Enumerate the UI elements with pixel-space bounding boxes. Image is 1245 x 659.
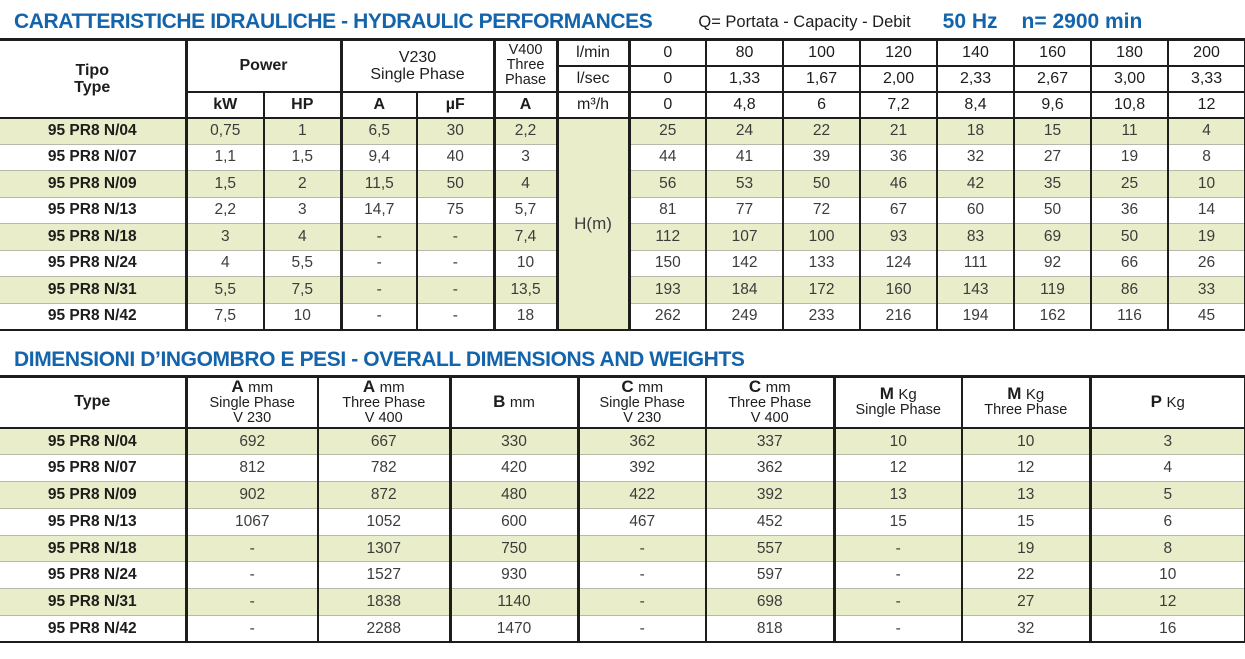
head-value-cell: 67 bbox=[860, 197, 937, 224]
head-value-cell: 33 bbox=[1168, 277, 1245, 304]
head-value-cell: 66 bbox=[1091, 250, 1168, 277]
dim-a-single-cell: 1067 bbox=[186, 508, 318, 535]
uf-cell: 40 bbox=[417, 144, 494, 171]
col-header-c-single: C mm Single Phase V 230 bbox=[578, 376, 706, 428]
a230-cell: 9,4 bbox=[341, 144, 417, 171]
dim-b-cell: 1140 bbox=[450, 589, 578, 616]
kw-cell: 4 bbox=[186, 250, 264, 277]
a230-cell: - bbox=[341, 277, 417, 304]
dim-c-single-cell: 362 bbox=[578, 428, 706, 455]
dim-a-three-cell: 1052 bbox=[318, 508, 450, 535]
dim-b-cell: 750 bbox=[450, 535, 578, 562]
pump-type-cell: 95 PR8 N/18 bbox=[0, 535, 186, 562]
head-value-cell: 19 bbox=[1168, 224, 1245, 251]
a400-cell: 5,7 bbox=[494, 197, 557, 224]
head-value-cell: 69 bbox=[1014, 224, 1091, 251]
weight-m-single-cell: 13 bbox=[834, 482, 962, 509]
hp-cell: 5,5 bbox=[264, 250, 341, 277]
head-value-cell: 143 bbox=[937, 277, 1014, 304]
flow-value-cell: 0 bbox=[629, 40, 706, 66]
hydraulic-performance-table bbox=[0, 38, 1245, 331]
weight-p-cell: 6 bbox=[1090, 508, 1245, 535]
a400-cell: 10 bbox=[494, 250, 557, 277]
flow-value-cell: 1,33 bbox=[706, 66, 783, 92]
head-value-cell: 72 bbox=[783, 197, 860, 224]
head-value-cell: 112 bbox=[629, 224, 706, 251]
weight-m-three-cell: 15 bbox=[962, 508, 1090, 535]
col-header-m-single: M Kg Single Phase bbox=[834, 376, 962, 428]
flow-value-cell: 1,67 bbox=[783, 66, 860, 92]
a400-cell: 2,2 bbox=[494, 118, 557, 145]
flow-value-cell: 3,00 bbox=[1091, 66, 1168, 92]
hp-cell: 1 bbox=[264, 118, 341, 145]
head-value-cell: 86 bbox=[1091, 277, 1168, 304]
dim-c-single-cell: - bbox=[578, 535, 706, 562]
weight-m-three-cell: 10 bbox=[962, 428, 1090, 455]
head-value-cell: 15 bbox=[1014, 118, 1091, 145]
flow-value-cell: 160 bbox=[1014, 40, 1091, 66]
weight-p-cell: 10 bbox=[1090, 562, 1245, 589]
head-value-cell: 11 bbox=[1091, 118, 1168, 145]
dim-a-single-cell: - bbox=[186, 562, 318, 589]
pump-type-cell: 95 PR8 N/09 bbox=[0, 171, 186, 198]
dim-a-three-cell: 1307 bbox=[318, 535, 450, 562]
flow-value-cell: 200 bbox=[1168, 40, 1245, 66]
flow-value-cell: 80 bbox=[706, 40, 783, 66]
flow-legend-text: Q= Portata - Capacity - Debit bbox=[698, 12, 911, 31]
col-header-b: B mm bbox=[450, 376, 578, 428]
dimensions-section-title: DIMENSIONI D’INGOMBRO E PESI - OVERALL DIMENSIONS AND WEIGHTS bbox=[14, 347, 745, 371]
dim-a-three-cell: 2288 bbox=[318, 616, 450, 643]
uf-cell: 75 bbox=[417, 197, 494, 224]
dim-b-cell: 600 bbox=[450, 508, 578, 535]
head-value-cell: 111 bbox=[937, 250, 1014, 277]
flow-value-cell: 0 bbox=[629, 66, 706, 92]
pump-type-cell: 95 PR8 N/13 bbox=[0, 508, 186, 535]
weight-m-single-cell: - bbox=[834, 589, 962, 616]
head-value-cell: 133 bbox=[783, 250, 860, 277]
pump-type-cell: 95 PR8 N/07 bbox=[0, 144, 186, 171]
head-value-cell: 44 bbox=[629, 144, 706, 171]
unit-label-m3h: m³/h bbox=[557, 92, 629, 118]
col-header-a230: A bbox=[341, 92, 417, 118]
flow-value-cell: 0 bbox=[629, 92, 706, 118]
col-header-type2: Type bbox=[0, 376, 186, 428]
uf-cell: - bbox=[417, 224, 494, 251]
type-header-it: Tipo bbox=[75, 61, 109, 79]
hp-cell: 4 bbox=[264, 224, 341, 251]
hp-cell: 10 bbox=[264, 303, 341, 330]
a230-cell: 6,5 bbox=[341, 118, 417, 145]
head-value-cell: 150 bbox=[629, 250, 706, 277]
weight-m-single-cell: 15 bbox=[834, 508, 962, 535]
dim-c-three-cell: 337 bbox=[706, 428, 834, 455]
pump-type-cell: 95 PR8 N/42 bbox=[0, 303, 186, 330]
head-value-cell: 262 bbox=[629, 303, 706, 330]
weight-m-three-cell: 27 bbox=[962, 589, 1090, 616]
uf-cell: - bbox=[417, 303, 494, 330]
hydraulic-title-bar bbox=[0, 0, 1245, 38]
head-value-cell: 10 bbox=[1168, 171, 1245, 198]
pump-type-cell: 95 PR8 N/13 bbox=[0, 197, 186, 224]
hydraulic-section-title: CARATTERISTICHE IDRAULICHE - HYDRAULIC PERFORMANCES bbox=[14, 10, 653, 33]
dim-c-three-cell: 698 bbox=[706, 589, 834, 616]
head-value-cell: 24 bbox=[706, 118, 783, 145]
pump-type-cell: 95 PR8 N/42 bbox=[0, 616, 186, 643]
pump-type-cell: 95 PR8 N/31 bbox=[0, 277, 186, 304]
head-value-cell: 27 bbox=[1014, 144, 1091, 171]
head-value-cell: 249 bbox=[706, 303, 783, 330]
col-header-hp: HP bbox=[264, 92, 341, 118]
hp-cell: 1,5 bbox=[264, 144, 341, 171]
head-value-cell: 193 bbox=[629, 277, 706, 304]
head-value-cell: 35 bbox=[1014, 171, 1091, 198]
kw-cell: 0,75 bbox=[186, 118, 264, 145]
head-value-cell: 50 bbox=[1091, 224, 1168, 251]
flow-value-cell: 180 bbox=[1091, 40, 1168, 66]
dim-b-cell: 1470 bbox=[450, 616, 578, 643]
dimensions-table-row bbox=[0, 428, 1245, 455]
a400-cell: 4 bbox=[494, 171, 557, 198]
dim-a-three-cell: 782 bbox=[318, 455, 450, 482]
dim-b-cell: 930 bbox=[450, 562, 578, 589]
flow-value-cell: 10,8 bbox=[1091, 92, 1168, 118]
flow-value-cell: 12 bbox=[1168, 92, 1245, 118]
a230-cell: 11,5 bbox=[341, 171, 417, 198]
weight-p-cell: 3 bbox=[1090, 428, 1245, 455]
dim-c-three-cell: 557 bbox=[706, 535, 834, 562]
flow-value-cell: 9,6 bbox=[1014, 92, 1091, 118]
a400-cell: 13,5 bbox=[494, 277, 557, 304]
kw-cell: 7,5 bbox=[186, 303, 264, 330]
dimensions-table-row bbox=[0, 562, 1245, 589]
dimensions-table-row bbox=[0, 589, 1245, 616]
head-value-cell: 160 bbox=[860, 277, 937, 304]
hydraulic-table-body bbox=[0, 118, 1245, 330]
head-value-cell: 45 bbox=[1168, 303, 1245, 330]
weight-m-three-cell: 32 bbox=[962, 616, 1090, 643]
head-value-cell: 216 bbox=[860, 303, 937, 330]
unit-label-lmin: l/min bbox=[557, 40, 629, 66]
dim-a-three-cell: 872 bbox=[318, 482, 450, 509]
hp-cell: 3 bbox=[264, 197, 341, 224]
a400-cell: 18 bbox=[494, 303, 557, 330]
flow-value-cell: 120 bbox=[860, 40, 937, 66]
head-value-cell: 26 bbox=[1168, 250, 1245, 277]
head-value-cell: 50 bbox=[1014, 197, 1091, 224]
pump-type-cell: 95 PR8 N/04 bbox=[0, 118, 186, 145]
a230-cell: 14,7 bbox=[341, 197, 417, 224]
dimensions-table-row bbox=[0, 482, 1245, 509]
head-value-cell: 107 bbox=[706, 224, 783, 251]
weight-m-three-cell: 13 bbox=[962, 482, 1090, 509]
head-value-cell: 83 bbox=[937, 224, 1014, 251]
col-header-uf: µF bbox=[417, 92, 494, 118]
head-value-cell: 56 bbox=[629, 171, 706, 198]
col-header-type bbox=[0, 40, 186, 118]
head-value-cell: 41 bbox=[706, 144, 783, 171]
head-value-cell: 233 bbox=[783, 303, 860, 330]
flow-value-cell: 8,4 bbox=[937, 92, 1014, 118]
head-value-cell: 8 bbox=[1168, 144, 1245, 171]
col-header-a-single: A mm Single Phase V 230 bbox=[186, 376, 318, 428]
dimensions-title-bar bbox=[0, 331, 1245, 375]
head-value-cell: 77 bbox=[706, 197, 783, 224]
weight-p-cell: 4 bbox=[1090, 455, 1245, 482]
col-header-v400: V400 Three Phase bbox=[494, 40, 557, 92]
kw-cell: 1,5 bbox=[186, 171, 264, 198]
head-value-cell: 92 bbox=[1014, 250, 1091, 277]
dim-c-three-cell: 392 bbox=[706, 482, 834, 509]
a230-cell: - bbox=[341, 224, 417, 251]
head-value-cell: 4 bbox=[1168, 118, 1245, 145]
frequency-value: 50 Hz bbox=[942, 10, 998, 33]
col-header-a-three: A mm Three Phase V 400 bbox=[318, 376, 450, 428]
col-header-m-three: M Kg Three Phase bbox=[962, 376, 1090, 428]
flow-value-cell: 100 bbox=[783, 40, 860, 66]
head-value-cell: 25 bbox=[1091, 171, 1168, 198]
uf-cell: - bbox=[417, 277, 494, 304]
head-value-cell: 162 bbox=[1014, 303, 1091, 330]
weight-m-three-cell: 19 bbox=[962, 535, 1090, 562]
pump-type-cell: 95 PR8 N/18 bbox=[0, 224, 186, 251]
hydraulic-table-row bbox=[0, 118, 1245, 145]
head-value-cell: 46 bbox=[860, 171, 937, 198]
kw-cell: 1,1 bbox=[186, 144, 264, 171]
head-value-cell: 18 bbox=[937, 118, 1014, 145]
col-header-v230: V230 Single Phase bbox=[341, 40, 494, 92]
flow-value-cell: 6 bbox=[783, 92, 860, 118]
dim-a-single-cell: 902 bbox=[186, 482, 318, 509]
head-units-cell: H(m) bbox=[557, 118, 629, 330]
unit-label-lsec: l/sec bbox=[557, 66, 629, 92]
kw-cell: 3 bbox=[186, 224, 264, 251]
head-value-cell: 36 bbox=[860, 144, 937, 171]
head-value-cell: 184 bbox=[706, 277, 783, 304]
dim-c-three-cell: 362 bbox=[706, 455, 834, 482]
head-value-cell: 21 bbox=[860, 118, 937, 145]
weight-m-single-cell: - bbox=[834, 562, 962, 589]
a400-cell: 7,4 bbox=[494, 224, 557, 251]
pump-type-cell: 95 PR8 N/04 bbox=[0, 428, 186, 455]
col-header-a400: A bbox=[494, 92, 557, 118]
head-value-cell: 19 bbox=[1091, 144, 1168, 171]
head-value-cell: 116 bbox=[1091, 303, 1168, 330]
pump-type-cell: 95 PR8 N/09 bbox=[0, 482, 186, 509]
weight-m-single-cell: - bbox=[834, 616, 962, 643]
weight-p-cell: 12 bbox=[1090, 589, 1245, 616]
head-value-cell: 39 bbox=[783, 144, 860, 171]
weight-m-single-cell: - bbox=[834, 535, 962, 562]
head-value-cell: 119 bbox=[1014, 277, 1091, 304]
col-header-power: Power bbox=[186, 40, 341, 92]
hp-cell: 2 bbox=[264, 171, 341, 198]
dim-a-three-cell: 1838 bbox=[318, 589, 450, 616]
head-value-cell: 60 bbox=[937, 197, 1014, 224]
head-value-cell: 81 bbox=[629, 197, 706, 224]
flow-value-cell: 4,8 bbox=[706, 92, 783, 118]
weight-m-single-cell: 12 bbox=[834, 455, 962, 482]
a230-cell: - bbox=[341, 250, 417, 277]
weight-m-three-cell: 12 bbox=[962, 455, 1090, 482]
dim-c-three-cell: 818 bbox=[706, 616, 834, 643]
flow-value-cell: 2,00 bbox=[860, 66, 937, 92]
dim-c-single-cell: - bbox=[578, 616, 706, 643]
flow-value-cell: 140 bbox=[937, 40, 1014, 66]
dimensions-table-row bbox=[0, 508, 1245, 535]
dim-b-cell: 330 bbox=[450, 428, 578, 455]
dimensions-table-row bbox=[0, 455, 1245, 482]
head-value-cell: 172 bbox=[783, 277, 860, 304]
type-header-en: Type bbox=[74, 78, 111, 96]
dimensions-table-body bbox=[0, 428, 1245, 642]
dim-c-three-cell: 597 bbox=[706, 562, 834, 589]
dim-c-single-cell: 467 bbox=[578, 508, 706, 535]
head-value-cell: 142 bbox=[706, 250, 783, 277]
dim-c-three-cell: 452 bbox=[706, 508, 834, 535]
dim-a-single-cell: 692 bbox=[186, 428, 318, 455]
head-value-cell: 53 bbox=[706, 171, 783, 198]
flow-value-cell: 2,33 bbox=[937, 66, 1014, 92]
kw-cell: 5,5 bbox=[186, 277, 264, 304]
dim-a-three-cell: 667 bbox=[318, 428, 450, 455]
head-value-cell: 36 bbox=[1091, 197, 1168, 224]
uf-cell: 50 bbox=[417, 171, 494, 198]
col-header-c-three: C mm Three Phase V 400 bbox=[706, 376, 834, 428]
head-value-cell: 32 bbox=[937, 144, 1014, 171]
head-value-cell: 25 bbox=[629, 118, 706, 145]
dim-a-single-cell: 812 bbox=[186, 455, 318, 482]
a230-cell: - bbox=[341, 303, 417, 330]
kw-cell: 2,2 bbox=[186, 197, 264, 224]
dim-c-single-cell: - bbox=[578, 589, 706, 616]
head-value-cell: 22 bbox=[783, 118, 860, 145]
pump-type-cell: 95 PR8 N/07 bbox=[0, 455, 186, 482]
dim-a-single-cell: - bbox=[186, 535, 318, 562]
dim-a-three-cell: 1527 bbox=[318, 562, 450, 589]
hp-cell: 7,5 bbox=[264, 277, 341, 304]
rotation-speed-value: n= 2900 min bbox=[1021, 10, 1143, 33]
head-value-cell: 100 bbox=[783, 224, 860, 251]
dim-a-single-cell: - bbox=[186, 616, 318, 643]
flow-value-cell: 2,67 bbox=[1014, 66, 1091, 92]
flow-value-cell: 3,33 bbox=[1168, 66, 1245, 92]
head-value-cell: 50 bbox=[783, 171, 860, 198]
weight-p-cell: 16 bbox=[1090, 616, 1245, 643]
dim-c-single-cell: 422 bbox=[578, 482, 706, 509]
uf-cell: - bbox=[417, 250, 494, 277]
head-value-cell: 42 bbox=[937, 171, 1014, 198]
pump-type-cell: 95 PR8 N/31 bbox=[0, 589, 186, 616]
weight-p-cell: 8 bbox=[1090, 535, 1245, 562]
weight-m-single-cell: 10 bbox=[834, 428, 962, 455]
head-value-cell: 14 bbox=[1168, 197, 1245, 224]
col-header-kw: kW bbox=[186, 92, 264, 118]
weight-p-cell: 5 bbox=[1090, 482, 1245, 509]
dimensions-weights-table bbox=[0, 375, 1245, 644]
head-value-cell: 194 bbox=[937, 303, 1014, 330]
a400-cell: 3 bbox=[494, 144, 557, 171]
flow-value-cell: 7,2 bbox=[860, 92, 937, 118]
dim-b-cell: 480 bbox=[450, 482, 578, 509]
pump-type-cell: 95 PR8 N/24 bbox=[0, 250, 186, 277]
head-value-cell: 93 bbox=[860, 224, 937, 251]
dim-c-single-cell: 392 bbox=[578, 455, 706, 482]
col-header-p: P Kg bbox=[1090, 376, 1245, 428]
uf-cell: 30 bbox=[417, 118, 494, 145]
pump-type-cell: 95 PR8 N/24 bbox=[0, 562, 186, 589]
dim-a-single-cell: - bbox=[186, 589, 318, 616]
dim-c-single-cell: - bbox=[578, 562, 706, 589]
dim-b-cell: 420 bbox=[450, 455, 578, 482]
dimensions-table-row bbox=[0, 616, 1245, 643]
dimensions-table-row bbox=[0, 535, 1245, 562]
head-value-cell: 124 bbox=[860, 250, 937, 277]
weight-m-three-cell: 22 bbox=[962, 562, 1090, 589]
